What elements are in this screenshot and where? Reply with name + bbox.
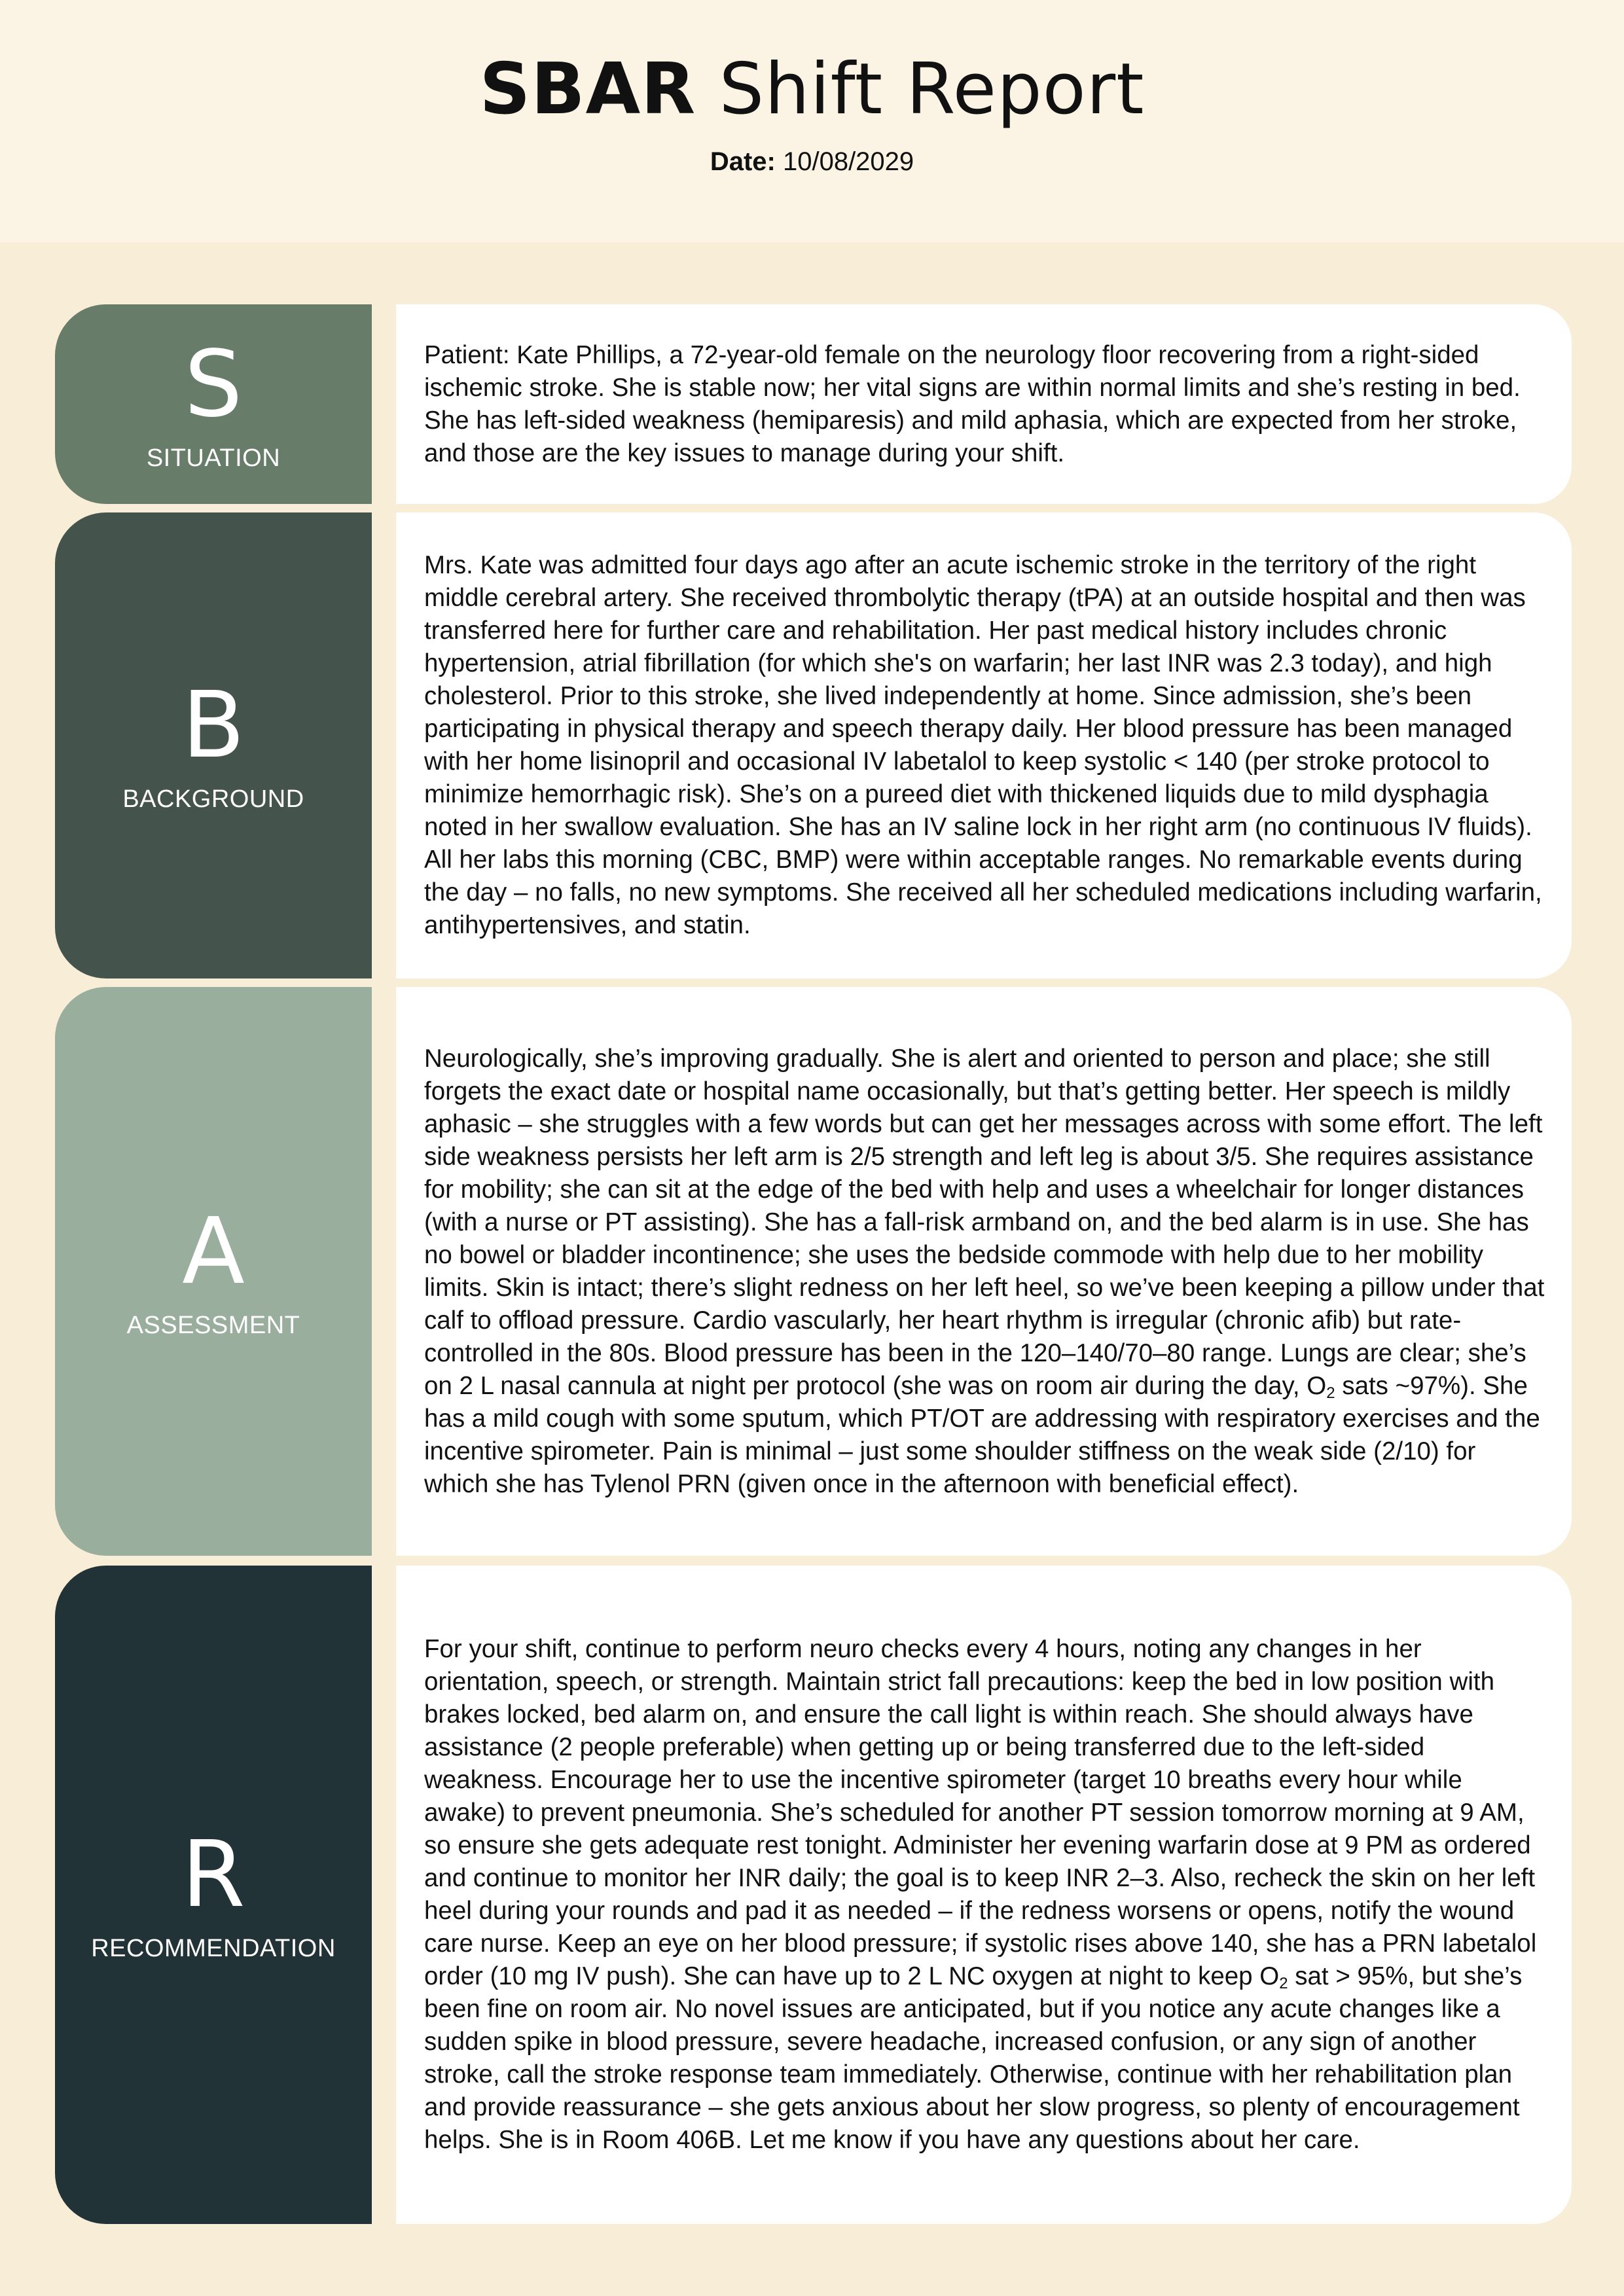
recommendation-label-box	[55, 1566, 372, 2224]
assessment-text	[424, 1043, 1545, 1501]
assessment-label: ASSESSMENT	[126, 1311, 300, 1339]
date-value: 10/08/2029	[775, 147, 914, 176]
o2-subscript: 2	[1326, 1384, 1335, 1402]
situation-card	[396, 304, 1572, 504]
o2-subscript: 2	[1279, 1975, 1288, 1992]
background-label-box	[55, 512, 372, 978]
recommendation-text	[424, 1633, 1545, 2157]
assessment-letter: A	[182, 1198, 245, 1305]
page-header	[0, 0, 1624, 242]
situation-text: Patient: Kate Phillips, a 72-year-old female on the neurology floor recovering from a right-sided ischemic stroke. She is stable now; her vital signs are within normal limits and she’s resting in bed. She has left-sided weakness (hemiparesis) and mild aphasia, which are expected from her stroke, and those are the key issues to manage during your shift.	[424, 340, 1521, 467]
section-assessment	[55, 987, 1572, 1556]
assessment-card	[396, 987, 1572, 1556]
section-situation	[55, 304, 1572, 504]
report-date	[0, 145, 1624, 178]
recommendation-label: RECOMMENDATION	[91, 1935, 336, 1962]
background-card	[396, 512, 1572, 978]
date-label: Date:	[710, 147, 776, 176]
situation-letter: S	[184, 331, 243, 438]
assessment-label-box	[55, 987, 372, 1556]
section-recommendation	[55, 1566, 1572, 2224]
title-shift-report: Shift Report	[696, 48, 1145, 130]
recommendation-text-part1: For your shift, continue to perform neuro checks every 4 hours, noting any changes in her orientation, speech, or strength. Maintain strict fall precautions: keep the bed in low position with brakes locked, bed alarm on, and ensure the call light is within reach. She should always have assistance (2 people preferable) when getting up or being transferred due to the left-sided weakness. Encourage her to use the incentive spirometer (target 10 breaths every hour while awake) to prevent pneumonia. She’s scheduled for another PT session tomorrow morning at 9 AM, so ensure she gets adequate rest tonight. Administer her evening warfarin dose at 9 PM as ordered and continue to monitor her INR daily; the goal is to keep INR 2–3. Also, recheck the skin on her left heel during your rounds and pad it as needed – if the redness worsens or opens, notify the wound care nurse. Keep an eye on her blood pressure; if systolic rises above 140, she has a PRN labetalol order (10 mg IV push). She can have up to 2 L NC oxygen at night to keep O	[424, 1635, 1537, 1990]
recommendation-letter: R	[181, 1821, 245, 1928]
section-background	[55, 512, 1572, 978]
situation-label: SITUATION	[146, 444, 281, 472]
page-title	[0, 47, 1624, 132]
assessment-text-part1: Neurologically, she’s improving gradually. She is alert and oriented to person and place; she still forgets the exact date or hospital name occasionally, but that’s getting better. Her speech is mildly aphasic – she struggles with a few words but can get her messages across with some effort. The left side weakness persists her left arm is 2/5 strength and left leg is about 3/5. She requires assistance for mobility; she can sit at the edge of the bed with help and uses a wheelchair for longer distances (with a nurse or PT assisting). She has a fall-risk armband on, and the bed alarm is in use. She has no bowel or bladder incontinence; she uses the bedside commode with help due to her mobility limits. Skin is intact; there’s slight redness on her left heel, so we’ve been keeping a pillow under that calf to offload pressure. Cardio vascularly, her heart rhythm is irregular (chronic afib) but rate-controlled in the 80s. Blood pressure has been in the 120–140/70–80 range. Lungs are clear; she’s on 2 L nasal cannula at night per protocol (she was on room air during the day, O	[424, 1044, 1545, 1400]
title-sbar: SBAR	[479, 48, 696, 130]
assessment-text-part2: sats ~97%). She has a mild cough with some sputum, which PT/OT are addressing with respiratory exercises and the incentive spirometer. Pain is minimal – just some shoulder stiffness on the weak side (2/10) for which she has Tylenol PRN (given once in the afternoon with beneficial effect).	[424, 1371, 1540, 1498]
recommendation-text-part2: sat > 95%, but she’s been fine on room air. No novel issues are anticipated, but if you notice any acute changes like a sudden spike in blood pressure, severe headache, increased confusion, or any sign of another stroke, call the stroke response team immediately. Otherwise, continue with her rehabilitation plan and provide reassurance – she gets anxious about her slow progress, so plenty of encouragement helps. She is in Room 406B. Let me know if you have any questions about her care.	[424, 1962, 1523, 2154]
background-text: Mrs. Kate was admitted four days ago after an acute ischemic stroke in the territory of the right middle cerebral artery. She received thrombolytic therapy (tPA) at an outside hospital and then was transferred here for further care and rehabilitation. Her past medical history includes chronic hypertension, atrial fibrillation (for which she's on warfarin; her last INR was 2.3 today), and high cholesterol. Prior to this stroke, she lived independently at home. Since admission, she’s been participating in physical therapy and speech therapy daily. Her blood pressure has been managed with her home lisinopril and occasional IV labetalol to keep systolic < 140 (per stroke protocol to minimize hemorrhagic risk). She’s on a pureed diet with thickened liquids due to mild dysphagia noted in her swallow evaluation. She has an IV saline lock in her right arm (no continuous IV fluids). All her labs this morning (CBC, BMP) were within acceptable ranges. No remarkable events during the day – no falls, no new symptoms. She received all her scheduled medications including warfarin, antihypertensives, and statin.	[424, 551, 1542, 939]
recommendation-card	[396, 1566, 1572, 2224]
situation-label-box	[55, 304, 372, 504]
background-label: BACKGROUND	[122, 785, 304, 813]
background-letter: B	[181, 672, 245, 779]
